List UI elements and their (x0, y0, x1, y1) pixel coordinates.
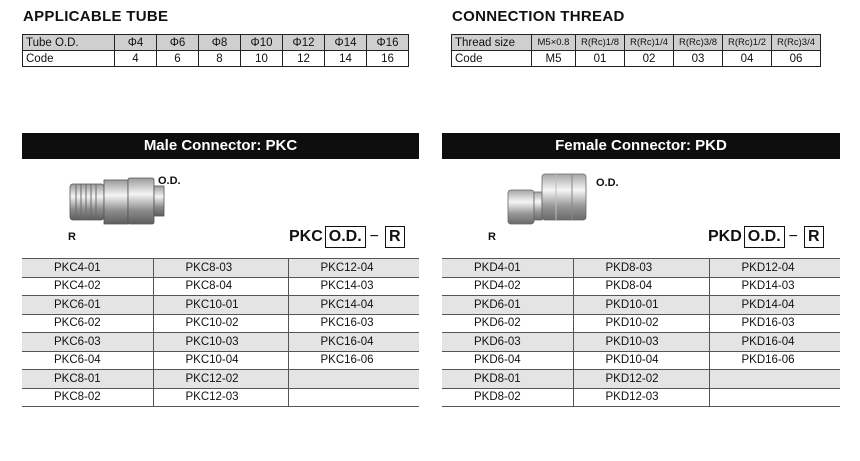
model-cell: PKD6-03 (442, 333, 573, 352)
male-r-box: R (385, 226, 405, 248)
model-cell: PKC8-03 (153, 259, 288, 278)
table-row (442, 259, 840, 278)
model-cell: PKC12-02 (153, 370, 288, 389)
thread-size-cell: R(Rc)1/4 (625, 35, 674, 51)
tube-code-cell: 4 (115, 51, 157, 67)
model-cell: PKC14-04 (288, 296, 419, 315)
tube-od-cell: Φ14 (325, 35, 367, 51)
male-connector-title-bar: Male Connector: PKC (22, 133, 419, 159)
model-cell: PKD4-02 (442, 277, 573, 296)
female-od-label: O.D. (596, 177, 619, 189)
male-r-label: R (68, 231, 76, 243)
male-connector-image (62, 170, 172, 230)
model-cell: PKC10-02 (153, 314, 288, 333)
model-cell: PKC8-01 (22, 370, 153, 389)
table-row (22, 388, 419, 407)
model-cell: PKD16-04 (709, 333, 840, 352)
connection-thread-table (451, 34, 821, 67)
table-row (442, 314, 840, 333)
tube-od-cell: Φ12 (283, 35, 325, 51)
female-code-prefix: PKD (708, 228, 742, 245)
model-cell: PKD10-03 (573, 333, 709, 352)
model-cell: PKD4-01 (442, 259, 573, 278)
thread-code-cell: 06 (772, 51, 821, 67)
tube-code-cell: 10 (241, 51, 283, 67)
model-cell: PKC14-03 (288, 277, 419, 296)
model-cell: PKC10-03 (153, 333, 288, 352)
model-cell: PKD14-04 (709, 296, 840, 315)
female-r-box: R (804, 226, 824, 248)
applicable-tube-table (22, 34, 409, 67)
model-cell: PKD10-02 (573, 314, 709, 333)
female-connector-image (500, 170, 600, 230)
tube-code-cell: 8 (199, 51, 241, 67)
table-row (442, 277, 840, 296)
table-row (22, 259, 419, 278)
thread-code-cell: 02 (625, 51, 674, 67)
tube-od-cell: Φ4 (115, 35, 157, 51)
thread-size-cell: R(Rc)3/8 (674, 35, 723, 51)
model-cell: PKC16-04 (288, 333, 419, 352)
model-cell: PKC16-03 (288, 314, 419, 333)
table-row (442, 296, 840, 315)
model-cell: PKC6-01 (22, 296, 153, 315)
tube-code-cell: 6 (157, 51, 199, 67)
female-connector-title-bar: Female Connector: PKD (442, 133, 840, 159)
female-od-box: O.D. (744, 226, 785, 248)
male-model-table (22, 258, 419, 407)
table-row (22, 296, 419, 315)
model-cell: PKC8-04 (153, 277, 288, 296)
model-cell: PKD8-02 (442, 388, 573, 407)
female-r-label: R (488, 231, 496, 243)
tube-od-label: Tube O.D. (23, 35, 115, 51)
model-cell: PKC6-03 (22, 333, 153, 352)
thread-code-cell: 04 (723, 51, 772, 67)
model-cell: PKC6-04 (22, 351, 153, 370)
model-cell: PKD6-02 (442, 314, 573, 333)
table-row (22, 277, 419, 296)
table-row (442, 351, 840, 370)
male-code-prefix: PKC (289, 228, 323, 245)
tube-od-cell: Φ16 (367, 35, 409, 51)
applicable-tube-title: APPLICABLE TUBE (23, 8, 169, 25)
connection-thread-title: CONNECTION THREAD (452, 8, 625, 25)
table-row (22, 370, 419, 389)
model-cell: PKD6-04 (442, 351, 573, 370)
tube-code-cell: 14 (325, 51, 367, 67)
model-cell: PKC4-01 (22, 259, 153, 278)
thread-size-cell: R(Rc)1/8 (576, 35, 625, 51)
model-cell: PKD12-02 (573, 370, 709, 389)
model-cell (709, 370, 840, 389)
female-code-dash: − (788, 228, 799, 245)
model-cell (709, 388, 840, 407)
model-cell: PKC12-04 (288, 259, 419, 278)
model-cell: PKD12-03 (573, 388, 709, 407)
model-cell: PKD14-03 (709, 277, 840, 296)
model-cell: PKC10-01 (153, 296, 288, 315)
table-row (22, 333, 419, 352)
male-code-dash: − (369, 228, 380, 245)
model-cell: PKD12-04 (709, 259, 840, 278)
model-cell: PKD16-03 (709, 314, 840, 333)
female-model-table (442, 258, 840, 407)
male-od-box: O.D. (325, 226, 366, 248)
table-row (22, 314, 419, 333)
thread-size-cell: R(Rc)3/4 (772, 35, 821, 51)
model-cell (288, 388, 419, 407)
model-cell (288, 370, 419, 389)
model-cell: PKC6-02 (22, 314, 153, 333)
tube-od-cell: Φ8 (199, 35, 241, 51)
model-cell: PKD6-01 (442, 296, 573, 315)
male-order-code (289, 226, 405, 248)
model-cell: PKD16-06 (709, 351, 840, 370)
thread-code-cell: M5 (532, 51, 576, 67)
model-cell: PKD10-01 (573, 296, 709, 315)
thread-size-label: Thread size (452, 35, 532, 51)
table-row (22, 351, 419, 370)
table-row (442, 333, 840, 352)
tube-code-cell: 12 (283, 51, 325, 67)
table-row (442, 388, 840, 407)
female-order-code (708, 226, 824, 248)
tube-code-cell: 16 (367, 51, 409, 67)
tube-code-label: Code (23, 51, 115, 67)
male-od-label: O.D. (158, 175, 181, 187)
model-cell: PKD8-04 (573, 277, 709, 296)
model-cell: PKC12-03 (153, 388, 288, 407)
thread-size-cell: M5×0.8 (532, 35, 576, 51)
tube-od-cell: Φ6 (157, 35, 199, 51)
model-cell: PKC10-04 (153, 351, 288, 370)
model-cell: PKC16-06 (288, 351, 419, 370)
thread-code-label: Code (452, 51, 532, 67)
thread-code-cell: 01 (576, 51, 625, 67)
table-row (442, 370, 840, 389)
model-cell: PKD10-04 (573, 351, 709, 370)
model-cell: PKD8-03 (573, 259, 709, 278)
tube-od-cell: Φ10 (241, 35, 283, 51)
model-cell: PKC8-02 (22, 388, 153, 407)
thread-size-cell: R(Rc)1/2 (723, 35, 772, 51)
model-cell: PKD8-01 (442, 370, 573, 389)
model-cell: PKC4-02 (22, 277, 153, 296)
thread-code-cell: 03 (674, 51, 723, 67)
